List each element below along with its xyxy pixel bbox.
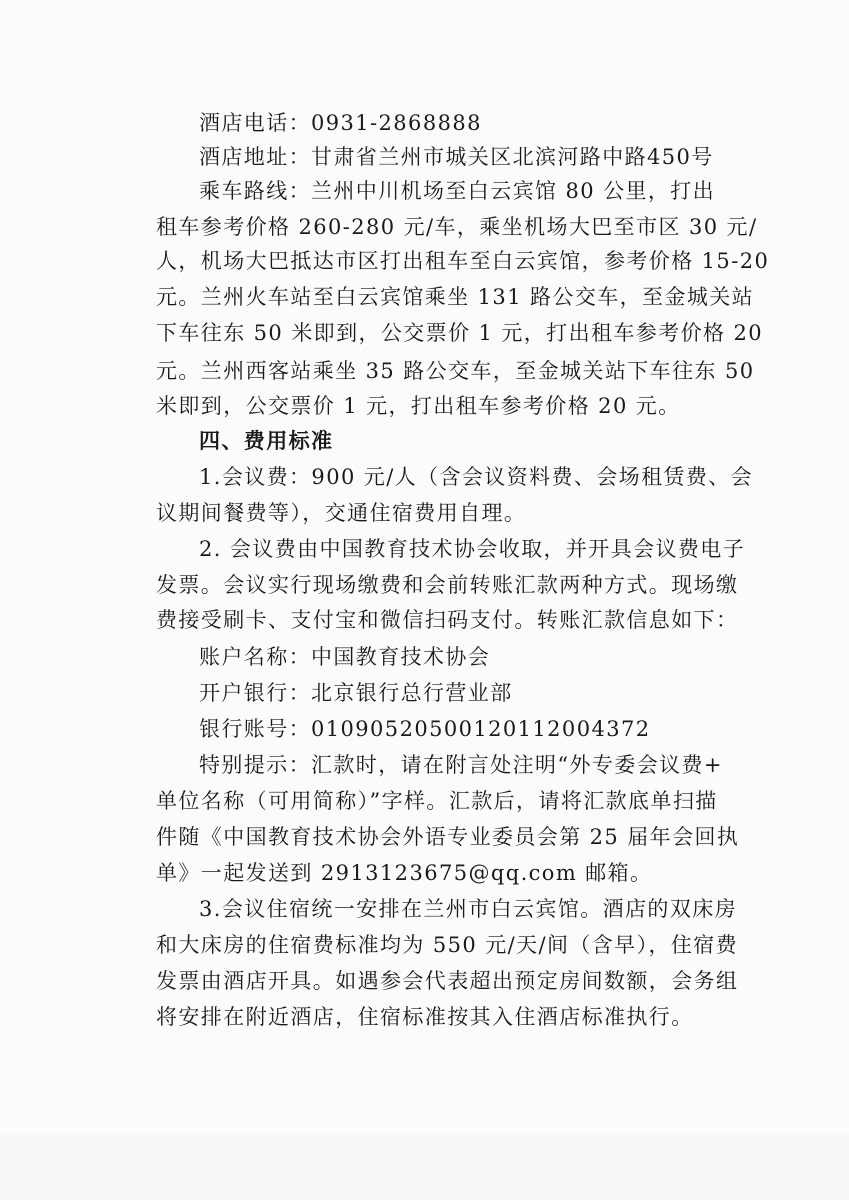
- route-line-2: 租车参考价格 260-280 元/车，乘坐机场大巴至市区 30 元/: [156, 215, 758, 239]
- fee-item-3-line-3: 发票由酒店开具。如遇参会代表超出预定房间数额，会务组: [156, 969, 739, 993]
- fee-item-2-line-3: 费接受刷卡、支付宝和微信扫码支付。转账汇款信息如下：: [156, 608, 739, 632]
- section-heading-fees: 四、费用标准: [199, 429, 334, 453]
- fee-item-3-line-1: 3.会议住宿统一安排在兰州市白云宾馆。酒店的双床房: [199, 897, 738, 921]
- fee-item-3-line-2: 和大床房的住宿费标准均为 550 元/天/间（含早），住宿费: [156, 933, 739, 957]
- hotel-phone-line: 酒店电话：0931-2868888: [199, 111, 482, 135]
- route-line-5: 下车往东 50 米即到，公交票价 1 元，打出租车参考价格 20: [156, 321, 763, 345]
- account-name-line: 账户名称：中国教育技术协会: [199, 645, 491, 669]
- notice-line-1: 特别提示：汇款时，请在附言处注明“外专委会议费+: [199, 753, 723, 777]
- fee-item-1-line-1: 1.会议费：900 元/人（含会议资料费、会场租赁费、会: [199, 465, 754, 489]
- notice-line-2: 单位名称（可用简称）”字样。汇款后，请将汇款底单扫描: [156, 789, 718, 813]
- notice-line-4: 单》一起发送到 2913123675@qq.com 邮箱。: [156, 861, 653, 885]
- account-number-line: 银行账号：01090520500120112004372: [199, 717, 651, 741]
- fee-item-3-line-4: 将安排在附近酒店，住宿标准按其入住酒店标准执行。: [156, 1005, 694, 1029]
- fee-item-1-line-2: 议期间餐费等），交通住宿费用自理。: [156, 501, 527, 525]
- scan-bottom-margin: [0, 1135, 849, 1200]
- route-line-1: 乘车路线：兰州中川机场至白云宾馆 80 公里，打出: [199, 179, 716, 203]
- hotel-address-line: 酒店地址：甘肃省兰州市城关区北滨河路中路450号: [199, 145, 714, 169]
- route-line-7: 米即到，公交票价 1 元，打出租车参考价格 20 元。: [156, 394, 681, 418]
- route-line-3: 人，机场大巴抵达市区打出租车至白云宾馆，参考价格 15-20: [156, 249, 770, 273]
- fee-item-2-line-2: 发票。会议实行现场缴费和会前转账汇款两种方式。现场缴: [156, 573, 739, 597]
- fee-item-2-line-1: 2. 会议费由中国教育技术协会收取，并开具会议费电子: [199, 537, 746, 561]
- notice-line-3: 件随《中国教育技术协会外语专业委员会第 25 届年会回执: [156, 825, 740, 849]
- route-line-4: 元。兰州火车站至白云宾馆乘坐 131 路公交车，至金城关站: [156, 285, 755, 309]
- bank-name-line: 开户银行：北京银行总行营业部: [199, 681, 513, 705]
- route-line-6: 元。兰州西客站乘坐 35 路公交车，至金城关站下车往东 50: [156, 359, 755, 383]
